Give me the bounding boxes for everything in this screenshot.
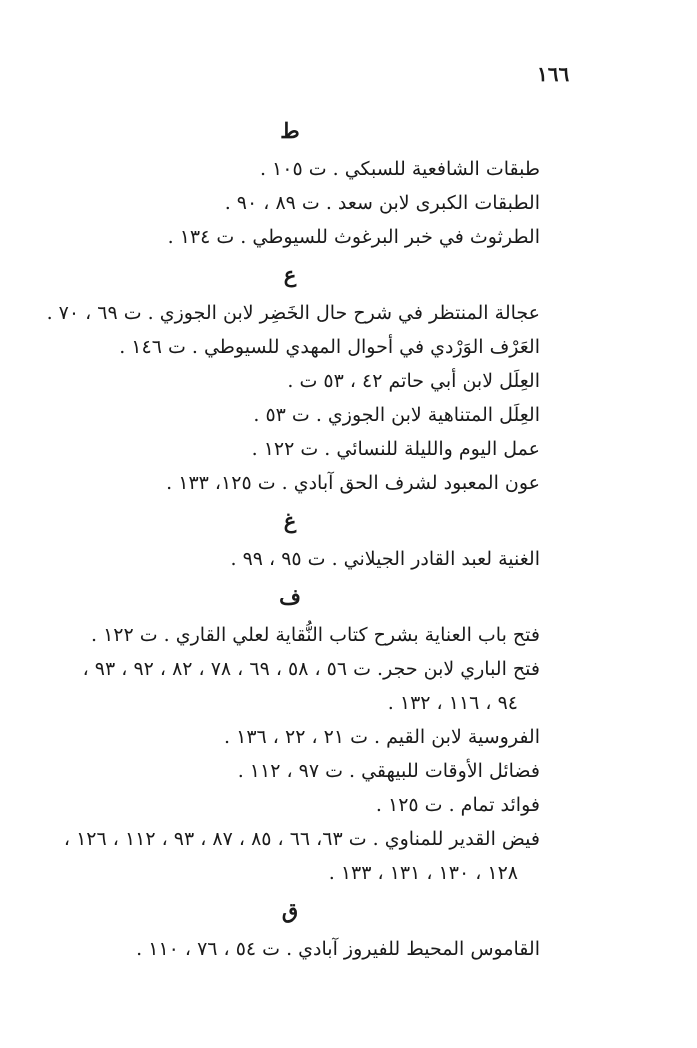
index-entry: العِلَل المتناهية لابن الجوزي . ت ٥٣ . [253,404,540,426]
index-entry: الغنية لعبد القادر الجيلاني . ت ٩٥ ، ٩٩ . [230,548,540,570]
section-letter-fa: ف [279,584,301,609]
section-letter-qaf: ق [281,898,299,923]
index-entry: عمل اليوم والليلة للنسائي . ت ١٢٢ . [251,438,540,460]
index-entry: القاموس المحيط للفيروز آبادي . ت ٥٤ ، ٧٦ ، ١١٠ . [136,938,540,960]
index-entry: عجالة المنتظر في شرح حال الخَضِر لابن الجوزي . ت ٦٩ ، ٧٠ . [46,302,540,324]
page-number: ١٦٦ [537,62,570,86]
section-letter-ta: ط [280,118,300,143]
index-entry: فيض القدير للمناوي . ت ٦٣، ٦٦ ، ٨٥ ، ٨٧ ، ٩٣ ، ١١٢ ، ١٢٦ ، [63,828,540,850]
index-entry: العَرْف الوَرْدي في أحوال المهدي للسيوطي . ت ١٤٦ . [119,336,540,358]
index-entry: الفروسية لابن القيم . ت ٢١ ، ٢٢ ، ١٣٦ . [224,726,540,748]
index-entry: الطبقات الكبرى لابن سعد . ت ٨٩ ، ٩٠ . [224,192,540,214]
index-entry: طبقات الشافعية للسبكي . ت ١٠٥ . [259,158,540,180]
index-entry: فتح باب العناية بشرح كتاب النُّقاية لعلي القاري . ت ١٢٢ . [90,624,540,646]
index-entry: فتح الباري لابن حجر. ت ٥٦ ، ٥٨ ، ٦٩ ، ٧٨ ، ٨٢ ، ٩٢ ، ٩٣ ، [82,658,540,680]
section-letter-ain: ع [283,262,297,287]
index-content [40,110,540,966]
index-entry: عون المعبود لشرف الحق آبادي . ت ١٢٥، ١٣٣ . [166,472,540,494]
section-letter-ghain: غ [283,508,297,533]
index-entry: فضائل الأوقات للبيهقي . ت ٩٧ ، ١١٢ . [237,760,540,782]
index-entry: فوائد تمام . ت ١٢٥ . [375,794,540,816]
index-entry: العِلَل لابن أبي حاتم ٤٢ ، ٥٣ ت . [287,370,540,392]
index-entry: الطرثوث في خبر البرغوث للسيوطي . ت ١٣٤ . [167,226,540,248]
index-entry-continuation: ٩٤ ، ١١٦ ، ١٣٢ . [387,692,518,714]
index-entry-continuation: ١٢٨ ، ١٣٠ ، ١٣١ ، ١٣٣ . [328,862,518,884]
